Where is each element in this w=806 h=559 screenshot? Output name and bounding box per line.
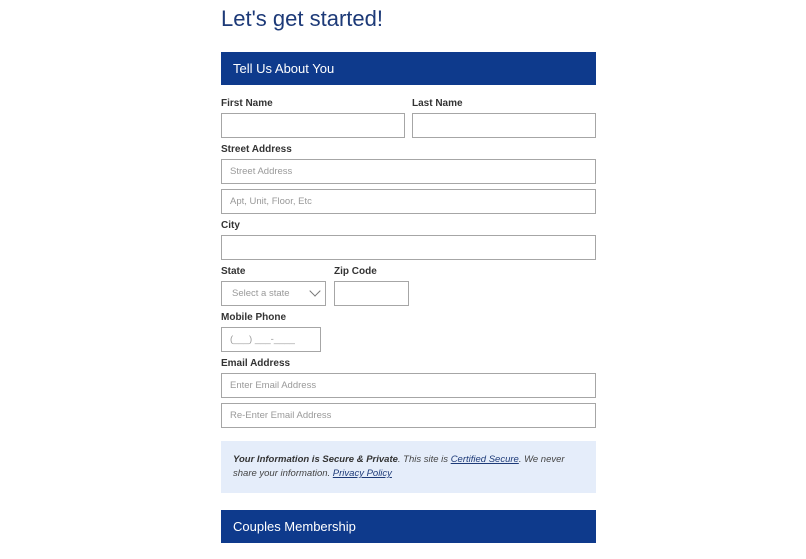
first-name-label: First Name [221,98,273,109]
first-name-input[interactable] [221,113,405,138]
page-title: Let's get started! [221,6,383,31]
email-label: Email Address [221,358,291,369]
street-address-label: Street Address [221,144,292,155]
chevron-down-icon [309,285,320,296]
section-header-membership: Couples Membership [221,510,596,543]
certified-secure-link[interactable]: Certified Secure [450,454,519,465]
city-input[interactable] [221,235,596,260]
zip-label: Zip Code [334,266,377,277]
state-select-value: Select a state [232,288,290,299]
email-confirm-input[interactable]: Re-Enter Email Address [221,403,596,428]
zip-input[interactable] [334,281,409,306]
state-label: State [221,266,246,277]
street-address-2-input[interactable]: Apt, Unit, Floor, Etc [221,189,596,214]
security-notice-text-2: . We never share your information. [233,454,565,479]
mobile-phone-label: Mobile Phone [221,312,286,323]
city-label: City [221,220,240,231]
security-notice [221,441,596,493]
privacy-policy-link[interactable]: Privacy Policy [332,468,392,479]
mobile-phone-input[interactable]: (___) ___-____ [221,327,321,352]
email-input[interactable]: Enter Email Address [221,373,596,398]
security-notice-heading: Your Information is Secure & Private [233,454,398,465]
street-address-input[interactable]: Street Address [221,159,596,184]
section-header-about: Tell Us About You [221,52,596,85]
security-notice-text: . This site is [397,454,451,465]
last-name-input[interactable] [412,113,596,138]
last-name-label: Last Name [412,98,463,109]
state-select[interactable] [221,281,326,306]
